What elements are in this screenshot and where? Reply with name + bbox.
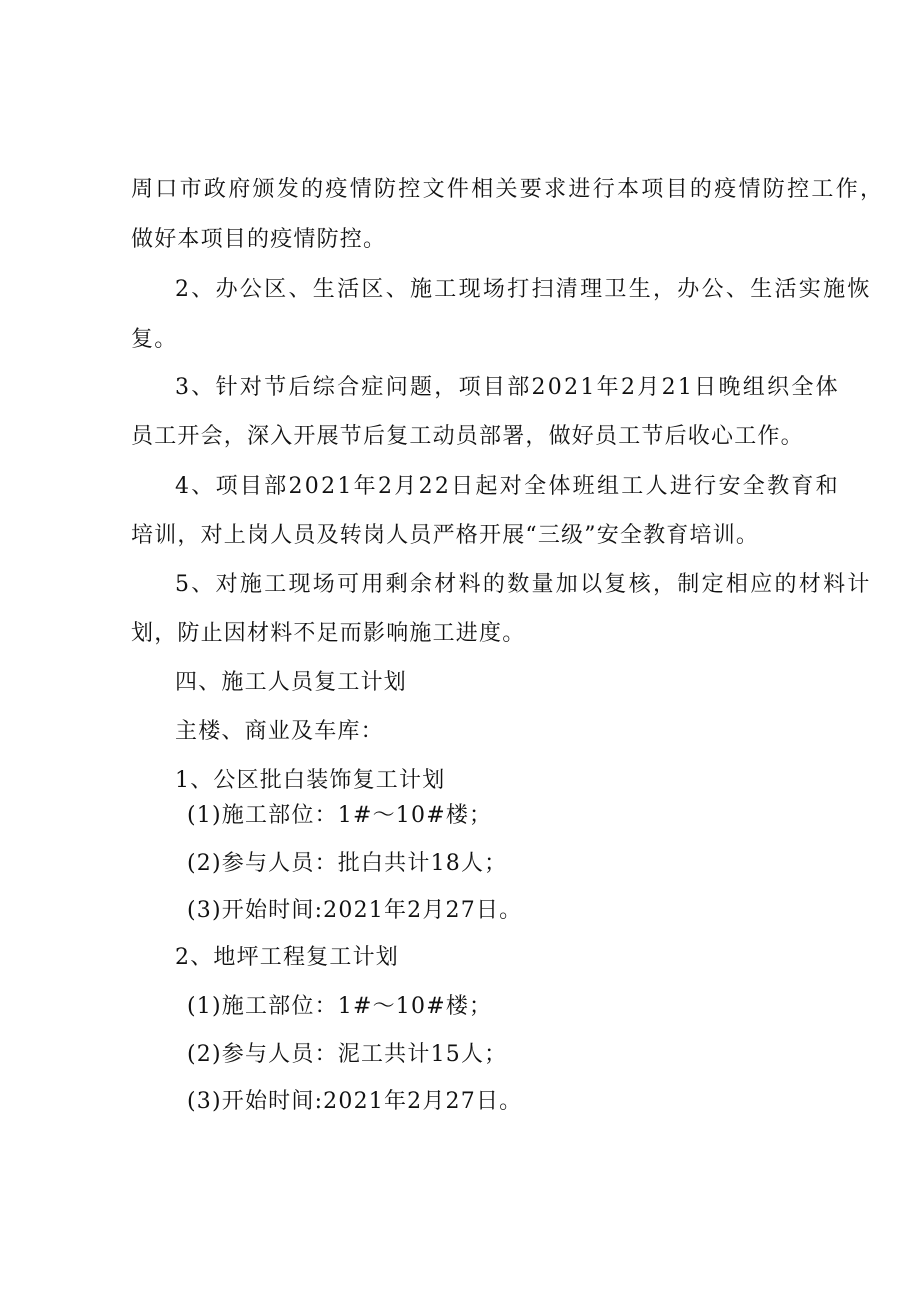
plan-item: (2)参与人员：批白共计18人； [187, 851, 508, 876]
paragraph-line: 培训，对上岗人员及转岗人员严格开展“三级”安全教育培训。 [131, 523, 760, 548]
paragraph-line: 员工开会，深入开展节后复工动员部署，做好员工节后收心工作。 [131, 424, 804, 449]
paragraph-line: 4、项目部2021年2月22日起对全体班组工人进行安全教育和 [175, 474, 840, 499]
paragraph-line: 复。 [131, 327, 178, 352]
section-heading: 四、施工人员复工计划 [175, 670, 408, 695]
paragraph-line: 3、针对节后综合症问题，项目部2021年2月21日晚组织全体 [175, 375, 840, 400]
plan-item: (3)开始时间:2021年2月27日。 [187, 898, 523, 923]
plan-item: (1)施工部位：1#～10#楼； [187, 994, 493, 1019]
paragraph-line: 2、办公区、生活区、施工现场打扫清理卫生，办公、生活实施恢 [175, 277, 872, 302]
plan-item: (3)开始时间:2021年2月27日。 [187, 1089, 523, 1114]
paragraph-line: 做好本项目的疫情防控。 [131, 227, 387, 252]
scope-label: 主楼、商业及车库： [175, 719, 384, 744]
plan-title: 1、公区批白装饰复工计划 [175, 768, 446, 793]
plan-item: (2)参与人员：泥工共计15人； [187, 1042, 508, 1067]
paragraph-line: 划，防止因材料不足而影响施工进度。 [131, 621, 526, 646]
paragraph-line: 周口市政府颁发的疫情防控文件相关要求进行本项目的疫情防控工作， [131, 177, 885, 202]
plan-title: 2、地坪工程复工计划 [175, 945, 399, 970]
paragraph-line: 5、对施工现场可用剩余材料的数量加以复核，制定相应的材料计 [175, 572, 872, 597]
plan-item: (1)施工部位：1#～10#楼； [187, 803, 493, 828]
